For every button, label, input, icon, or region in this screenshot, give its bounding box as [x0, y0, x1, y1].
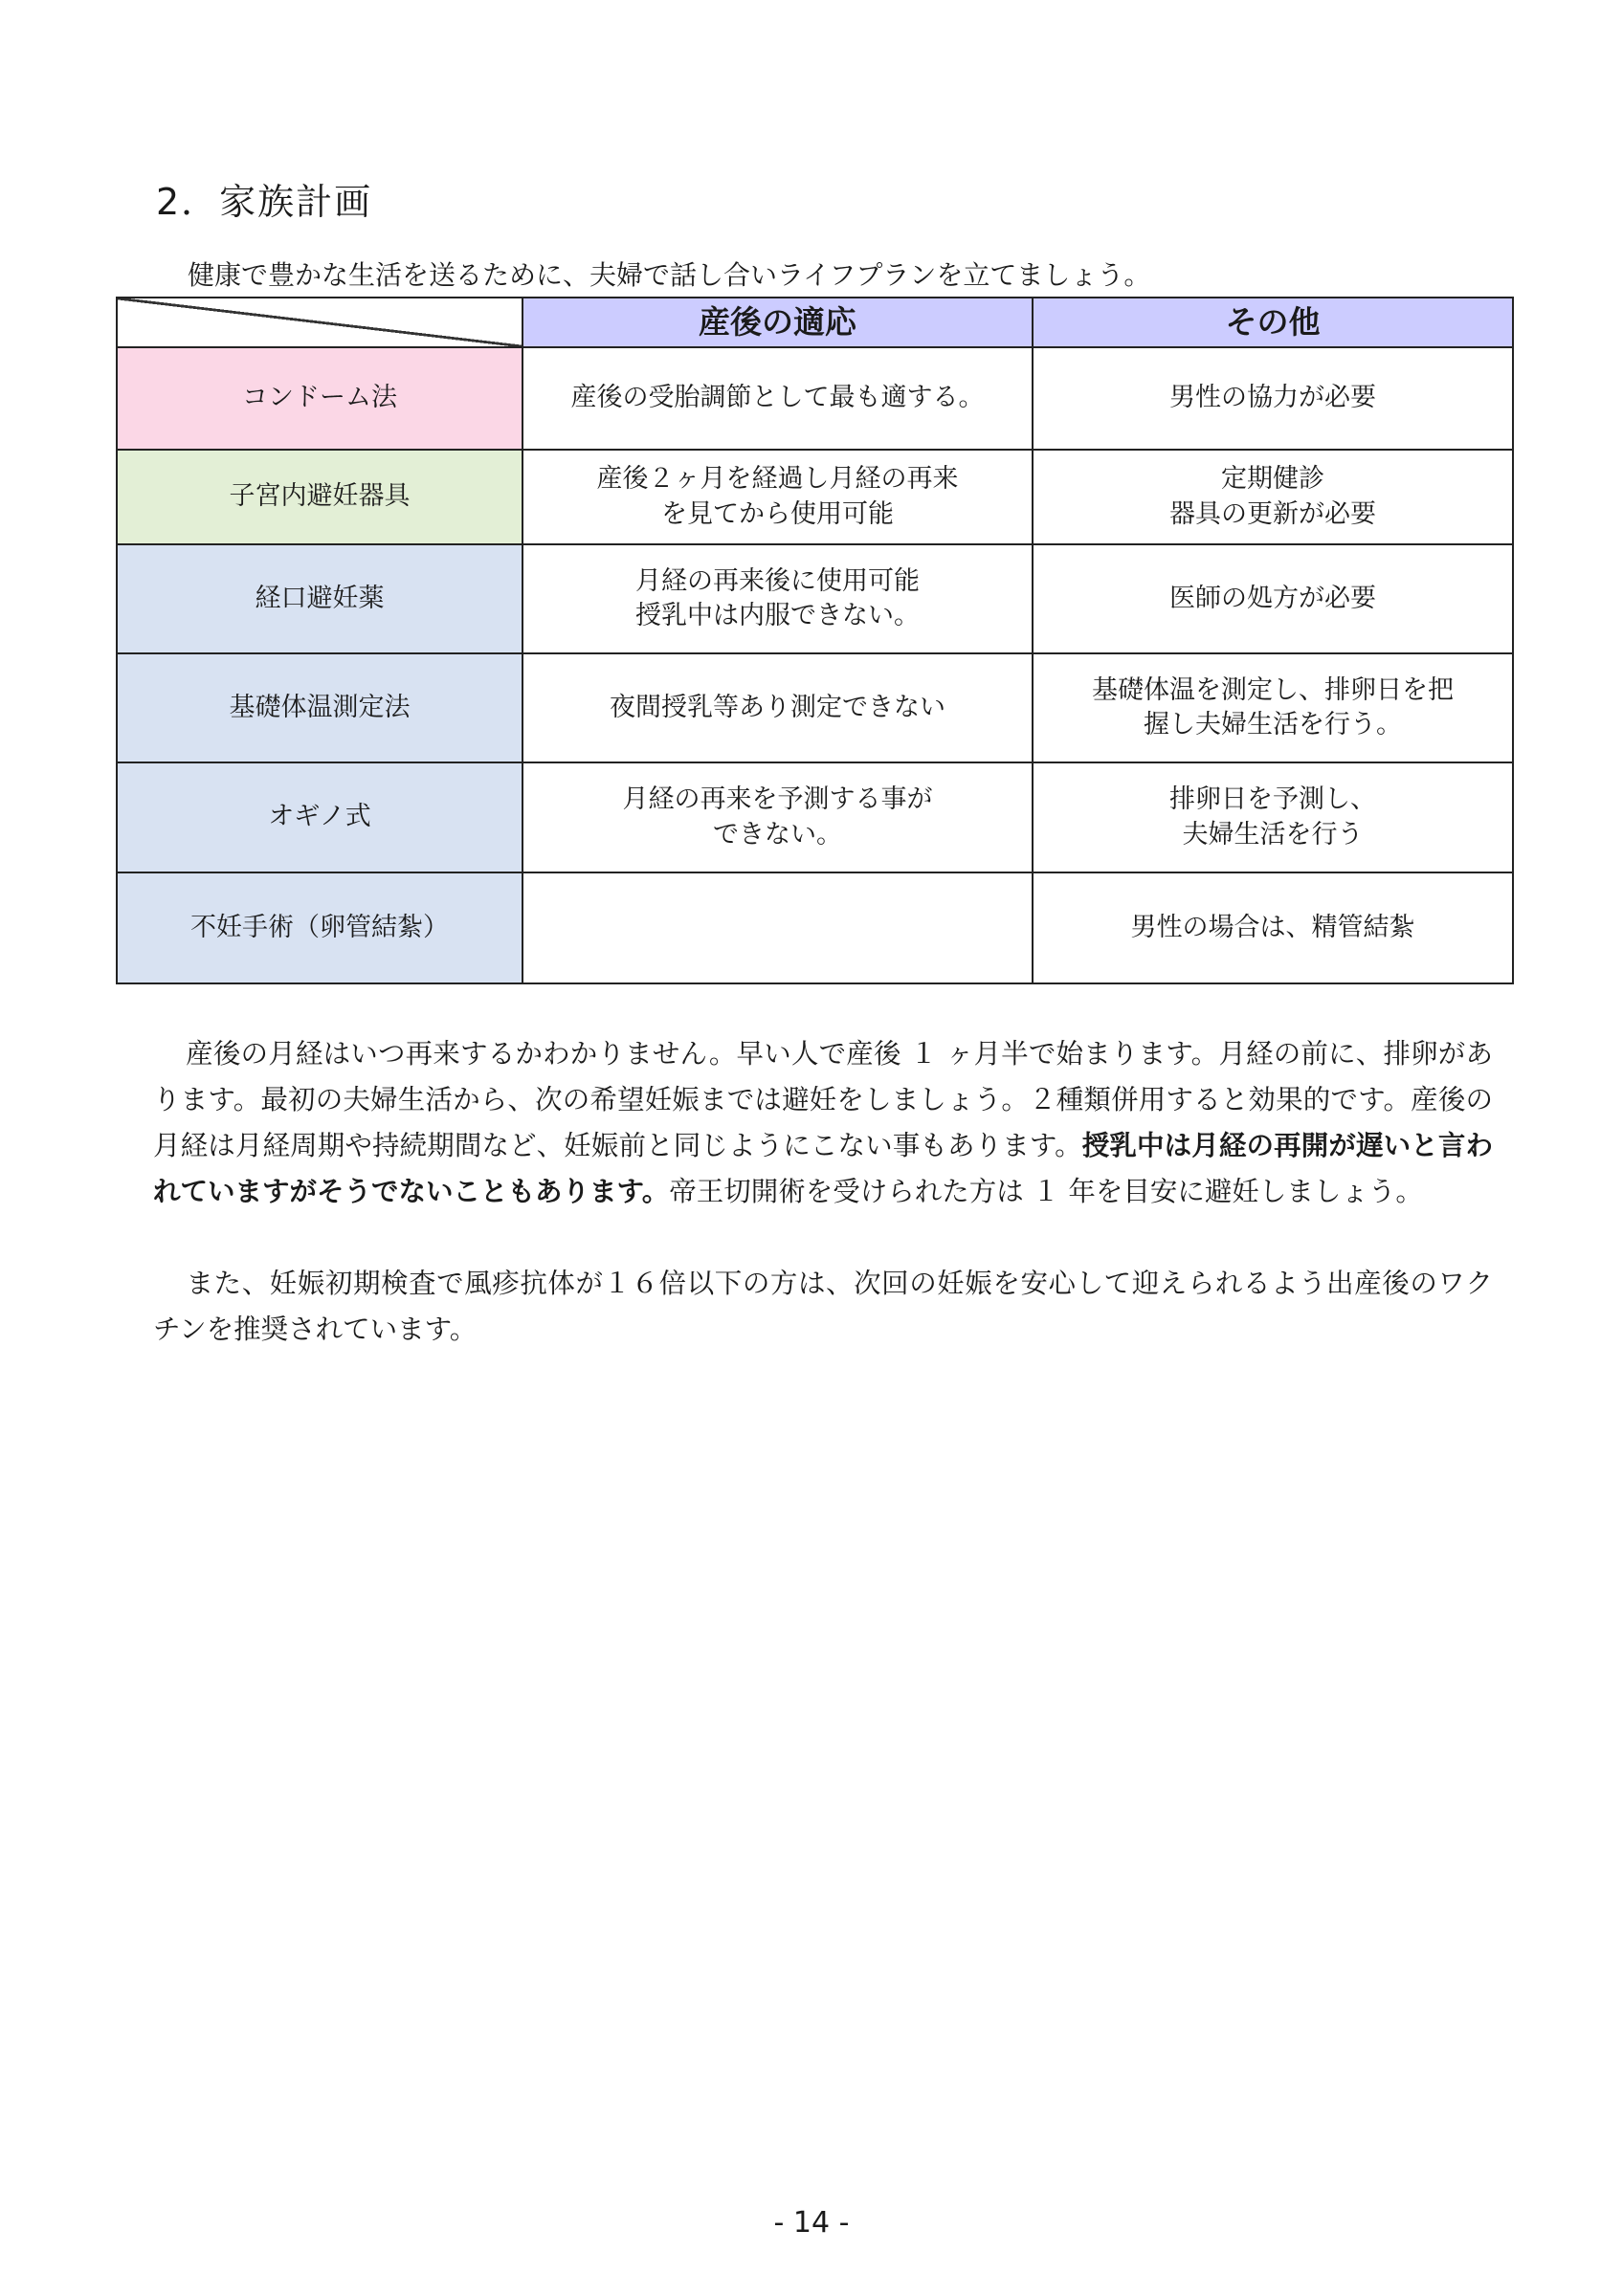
contraception-table — [116, 297, 1514, 984]
other-cell — [1033, 544, 1513, 653]
other-cell — [1033, 347, 1513, 450]
vaccine-paragraph — [153, 1261, 1493, 1353]
cell-line: 医師の処方が必要 — [1169, 583, 1376, 613]
section-title: 2．家族計画 — [156, 181, 373, 223]
method-name: 基礎体温測定法 — [117, 653, 522, 762]
cell-line: 定期健診 — [1221, 464, 1324, 495]
postpartum-cell — [522, 544, 1033, 653]
cell-line: 夫婦生活を行う — [1182, 819, 1364, 850]
postpartum-cell — [522, 450, 1033, 544]
table-corner-cell — [117, 298, 522, 347]
table-row — [117, 872, 1513, 983]
paragraph-text: 産後の月経はいつ再来するかわかりません。早い人で産後 １ ヶ月半で始まります。月経の前に、排卵があります。最初の夫婦生活から、次の希望妊娠までは避妊をしましょう。２種類併用すると効果的です。産後の月経は月経周期や持続期間など、妊娠前と同じようにこない事もあります。 — [153, 1038, 1493, 1161]
other-cell — [1033, 450, 1513, 544]
cell-line: を見てから使用可能 — [661, 498, 894, 529]
method-name: 経口避妊薬 — [117, 544, 522, 653]
header-other: その他 — [1033, 298, 1513, 347]
cell-line: 男性の場合は、精管結紮 — [1130, 912, 1415, 942]
postpartum-paragraph — [153, 1031, 1493, 1215]
cell-line: 月経の再来を予測する事が — [622, 784, 933, 815]
table-row — [117, 544, 1513, 653]
other-cell — [1033, 872, 1513, 983]
paragraph-text: 帝王切開術を受けられた方は １ 年を目安に避妊しましょう。 — [669, 1176, 1423, 1207]
table-header-row — [117, 298, 1513, 347]
postpartum-cell — [522, 872, 1033, 983]
cell-line: できない。 — [713, 819, 842, 850]
header-postpartum: 産後の適応 — [522, 298, 1033, 347]
method-name: 不妊手術（卵管結紮） — [117, 872, 522, 983]
cell-line: 授乳中は内服できない。 — [635, 601, 920, 630]
cell-line: 夜間授乳等あり測定できない — [610, 692, 945, 722]
table-row — [117, 762, 1513, 872]
cell-line: 男性の協力が必要 — [1169, 383, 1376, 413]
table-row — [117, 347, 1513, 450]
cell-line: 排卵日を予測し、 — [1169, 784, 1376, 815]
method-name: コンドーム法 — [117, 347, 522, 450]
cell-line: 産後の受胎調節として最も適する。 — [570, 383, 985, 413]
postpartum-cell — [522, 653, 1033, 762]
cell-line: 基礎体温を測定し、排卵日を把 — [1092, 674, 1454, 705]
page-number: - 14 - — [773, 2206, 850, 2240]
intro-text: 健康で豊かな生活を送るために、夫婦で話し合いライフプランを立てましょう。 — [188, 259, 1151, 291]
table-row — [117, 653, 1513, 762]
cell-line: 産後２ヶ月を経過し月経の再来 — [596, 464, 959, 495]
cell-line: 握し夫婦生活を行う。 — [1144, 710, 1402, 740]
paragraph-text: また、妊娠初期検査で風疹抗体が１６倍以下の方は、次回の妊娠を安心して迎えられるよう出産後のワクチンを推奨されています。 — [153, 1268, 1493, 1345]
postpartum-cell — [522, 762, 1033, 872]
cell-line: 月経の再来後に使用可能 — [635, 565, 920, 596]
paragraph-bold-text: 授乳中は月経の再開が遅いと言われていますがそうでないこともあります。 — [153, 1130, 1493, 1207]
method-name: オギノ式 — [117, 762, 522, 872]
postpartum-cell — [522, 347, 1033, 450]
method-name: 子宮内避妊器具 — [117, 450, 522, 544]
table-row — [117, 450, 1513, 544]
cell-line: 器具の更新が必要 — [1169, 498, 1376, 529]
other-cell — [1033, 653, 1513, 762]
other-cell — [1033, 762, 1513, 872]
